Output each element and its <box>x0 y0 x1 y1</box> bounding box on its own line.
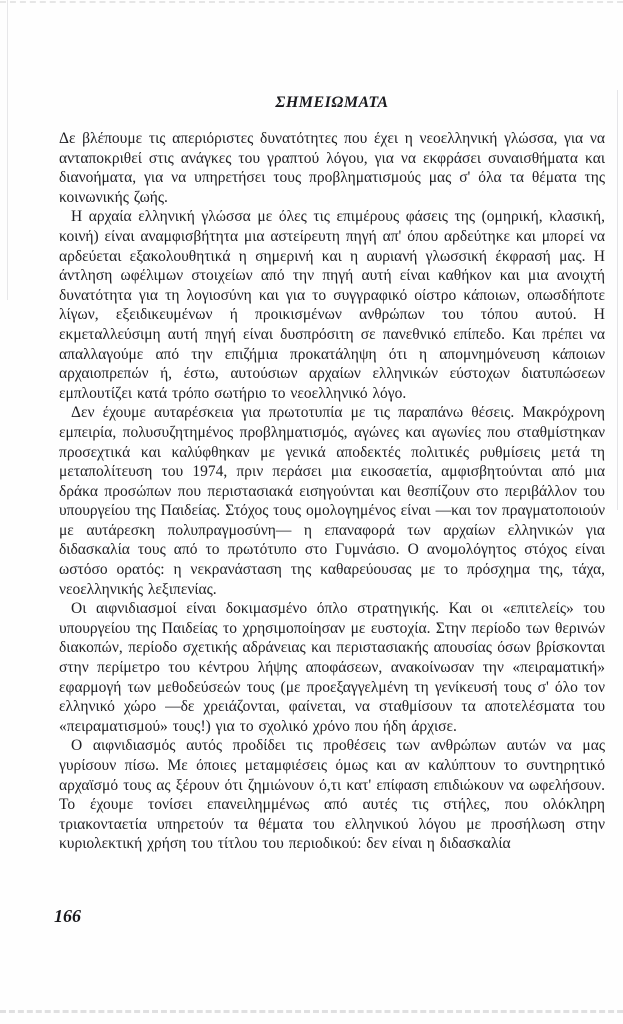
section-title: ΣΗΜΕΙΩΜΑΤΑ <box>275 94 389 111</box>
paragraph: Ο αιφνιδιασμός αυτός προδίδει τις προθέσεις των ανθρώπων αυτών να μας γυρίσουν πίσω. Με όποιες μεταμφιέσεις όμως και αν καλύπτουν το συντηρητικό αρχαϊσμό τους ας ξέρουν ότι ζημιώνουν ό,τι κατ' επίφαση επιδιώκουν να ωφελήσουν. Το έχουμε τονίσει επανειλημμένως από αυτές τις στήλες, που ολόκληρη τριακονταετία υπηρετούν τα θέματα του ελληνικού λόγου με προσήλωση στην κυριολεκτική χρήση του τίτλου του περιοδικού: δεν είναι η διδασκαλία <box>59 737 605 853</box>
paragraph: Δεν έχουμε αυταρέσκεια για πρωτοτυπία με τις παραπάνω θέσεις. Μακρόχρονη εμπειρία, πολυσυζητημένος προβληματισμός, αγώνες και αγωνίες που σταθμίστηκαν προσεχτικά και καλύφθηκαν με γενικά αποδεκτές πολιτικές ρυθμίσεις μετά τη μεταπολίτευση του 1974, πριν περάσει μια εικοσαετία, αμφισβητούνται από μια δράκα προσώπων που περιστασιακά εισηγούνται και θεσπίζουν στο περιβάλλον του υπουργείου της Παιδείας. Στόχος τους ομολογημένος είναι —και τον πραγματοποιούν με αυτάρεσκη πολυπραγμοσύνη— η επαναφορά των αρχαίων ελληνικών για διδασκαλία τους από το πρωτότυπο στο Γυμνάσιο. Ο ανομολόγητος στόχος είναι ωστόσο ορατός: η νεκρανάσταση της καθαρεύουσας με το πρόσχημα της, τάχα, νεοελληνικής λεξιπενίας. <box>59 404 605 598</box>
page-number: 166 <box>54 906 81 926</box>
scan-edge-top <box>0 1 623 3</box>
paragraph: Οι αιφνιδιασμοί είναι δοκιμασμένο όπλο στρατηγικής. Και οι «επιτελείς» του υπουργείου της Παιδείας το χρησιμοποίησαν με ευστοχία. Στην περίοδο των θερινών διακοπών, περίοδο σχετικής αδράνειας και περιστασιακής απουσίας όσων βρίσκονται στην περίμετρο του κέντρου λήψης αποφάσεων, ανακοίνωσαν την «πειραματική» εφαρμογή των μεθοδεύσεών τους (με προεξαγγελμένη τη γενίκευσή τους σ' όλο τον ελληνικό χώρο —δε χρειάζονται, φαίνεται, να σταθμίσουν τα αποτελέσματα του «πειραματισμού» τους!) για το σχολικό χρόνο που ήδη άρχισε. <box>59 600 605 735</box>
scan-edge-right <box>617 90 618 510</box>
text-column <box>59 94 605 854</box>
scan-edge-bottom <box>0 1010 623 1013</box>
paragraph: Δε βλέπουμε τις απεριόριστες δυνατότητες που έχει η νεοελληνική γλώσσα, για να ανταποκριθεί στις ανάγκες του γραπτού λόγου, για να εκφράσει συναισθήματα και διανοήματα, για να υπηρετήσει τους προβληματισμούς μας σ' όλα τα θέματα της κοινωνικής ζωής. <box>59 130 605 206</box>
scan-edge-left <box>7 0 8 300</box>
paragraph: Η αρχαία ελληνική γλώσσα με όλες τις επιμέρους φάσεις της (ομηρική, κλασική, κοινή) είναι αναμφισβήτητα μια αστείρευτη πηγή απ' όπου αρδεύτηκε και μπορεί να αρδεύεται εξακολουθητικά η σημερινή και η αυριανή γλωσσική έκφρασή μας. Η άντληση ωφέλιμων στοιχείων από την πηγή αυτή είναι καθήκον και μια ανοιχτή δυνατότητα για τη λογιοσύνη και για το συγγραφικό οίστρο κάποιων, οπωσδήποτε λίγων, εξειδικευμένων ή προικισμένων ανθρώπων του τόπου αυτού. Η εκμεταλλεύσιμη αυτή πηγή είναι δυσπρόσιτη σε πανεθνικό επίπεδο. Και πρέπει να απαλλαγούμε από την επιζήμια προκατάληψη ότι η απομνημόνευση κάποιων αρχαιοπρεπών ή, έστω, αυτούσιων αρχαίων ελληνικών εύστοχων διατυπώσεων εμπλουτίζει κατά τρόπο σωτήριο το νεοελληνικό λόγο. <box>59 208 605 402</box>
